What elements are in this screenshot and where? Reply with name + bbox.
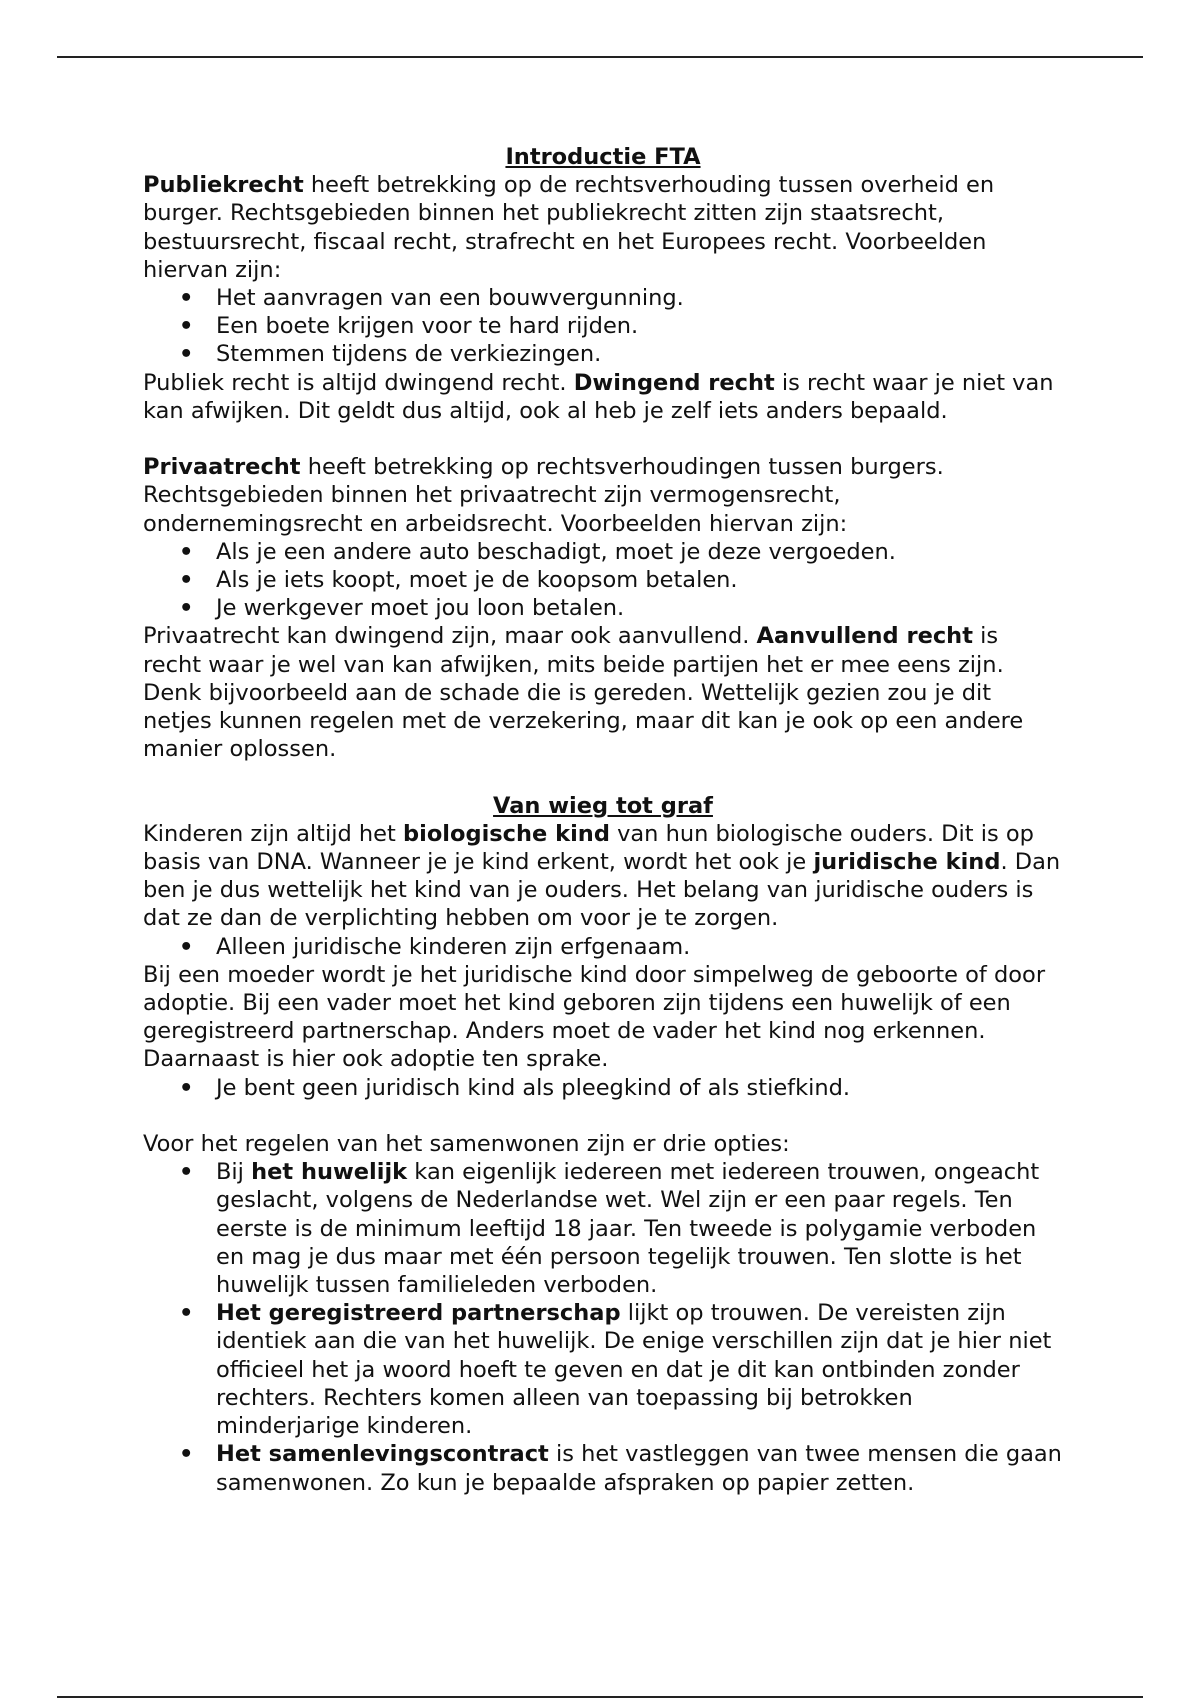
paragraph-privaatrecht — [143, 453, 1063, 538]
paragraph-aanvullend-recht — [143, 622, 1063, 763]
list-item: • Je bent geen juridisch kind als pleegkind of als stiefkind. — [143, 1074, 1063, 1102]
paragraph-biologisch-juridisch — [143, 820, 1063, 933]
paragraph-juridisch-kind-worden: Bij een moeder wordt je het juridische kind door simpelweg de geboorte of door adoptie. Bij een vader moet het kind geboren zijn tijdens een huwelijk of een geregistreerd partnerschap. Anders moet de vader het kind nog erkennen. Daarnaast is hier ook adoptie ten sprake. — [143, 961, 1046, 1073]
paragraph-text: Kinderen zijn altijd het — [143, 820, 404, 847]
paragraph-text: Bij — [216, 1159, 252, 1186]
list-item: • Alleen juridische kinderen zijn erfgenaam. — [143, 933, 1063, 961]
header-rule — [57, 56, 1143, 58]
list-item: • Een boete krijgen voor te hard rijden. — [143, 312, 1063, 340]
paragraph-dwingend-recht — [143, 369, 1063, 425]
term-biologische-kind: biologische kind — [403, 820, 610, 847]
paragraph-text: kan eigenlijk iedereen met iedereen trouwen, ongeacht geslacht, volgens de Nederlandse wet. Wel zijn er een paar regels. Ten eerste is de minimum leeftijd 18 jaar. Ten tweede is polygamie verboden en mag je dus maar met één persoon tegelijk trouwen. Ten slotte is het huwelijk tussen familieleden verboden. — [216, 1159, 1040, 1299]
paragraph-text: is recht waar je wel van kan afwijken, mits beide partijen het er mee eens zijn. Denk bijvoorbeeld aan de schade die is gereden. Wettelijk gezien zou je dit netjes kunnen regelen met de verzekering, maar dit kan je ook op een andere manier oplossen. — [143, 623, 1024, 763]
term-privaatrecht: Privaatrecht — [143, 454, 301, 481]
term-aanvullend-recht: Aanvullend recht — [756, 623, 973, 650]
bullet-list-privaatrecht — [143, 538, 1063, 623]
blank-line — [143, 763, 1063, 791]
list-item — [143, 1440, 1063, 1496]
blank-line — [143, 1102, 1063, 1130]
paragraph-text: is het vastleggen van twee mensen die gaan samenwonen. Zo kun je bepaalde afspraken op papier zetten. — [216, 1441, 1062, 1496]
term-geregistreerd-partnerschap: Het geregistreerd partnerschap — [216, 1300, 621, 1327]
footer-rule — [57, 1696, 1143, 1698]
paragraph-samenwonen-opties: Voor het regelen van het samenwonen zijn er drie opties: — [143, 1131, 790, 1158]
bullet-list-pleegkind — [143, 1074, 1063, 1102]
term-publiekrecht: Publiekrecht — [143, 172, 304, 199]
bullet-list-erfgenaam — [143, 933, 1063, 961]
section-heading-van-wieg-tot-graf: Van wieg tot graf — [493, 792, 713, 819]
paragraph-text: heeft betrekking op de rechtsverhouding tussen overheid en burger. Rechtsgebieden binnen het publiekrecht zitten zijn staatsrecht, bestuursrecht, fiscaal recht, strafrecht en het Europees recht. Voorbeelden hiervan zijn: — [143, 172, 995, 283]
list-item: • Het aanvragen van een bouwvergunning. — [143, 284, 1063, 312]
term-dwingend-recht: Dwingend recht — [573, 369, 775, 396]
list-item — [143, 1158, 1063, 1299]
paragraph-publiekrecht — [143, 171, 1063, 284]
list-item: • Als je een andere auto beschadigt, moet je deze vergoeden. — [143, 538, 1063, 566]
section-heading-introductie: Introductie FTA — [505, 144, 701, 170]
term-het-huwelijk: het huwelijk — [251, 1159, 408, 1186]
bullet-list-samenwonen — [143, 1158, 1063, 1496]
list-item: • Stemmen tijdens de verkiezingen. — [143, 340, 1063, 368]
list-item: • Als je iets koopt, moet je de koopsom betalen. — [143, 566, 1063, 594]
paragraph-text: van hun biologische ouders. Dit is op basis van DNA. Wanneer je je kind erkent, wordt het ook je — [143, 820, 1034, 876]
paragraph-text: Publiek recht is altijd dwingend recht. — [143, 369, 574, 396]
paragraph-text: lijkt op trouwen. De vereisten zijn identiek aan die van het huwelijk. De enige verschillen zijn dat je hier niet officieel het ja woord hoeft te geven en dat je dit kan ontbinden zonder rechters. Rechters komen alleen van toepassing bij betrokken minderjarige kinderen. — [216, 1300, 1052, 1440]
paragraph-text: . Dan ben je dus wettelijk het kind van je ouders. Het belang van juridische ouders is dat ze dan de verplichting hebben om voor je te zorgen. — [143, 849, 1061, 932]
paragraph-text: Privaatrecht kan dwingend zijn, maar ook aanvullend. — [143, 623, 757, 650]
term-samenlevingscontract: Het samenlevingscontract — [216, 1441, 549, 1468]
list-item — [143, 1299, 1063, 1440]
blank-line — [143, 425, 1063, 453]
bullet-list-publiekrecht — [143, 284, 1063, 369]
list-item: • Je werkgever moet jou loon betalen. — [143, 594, 1063, 622]
document-body — [143, 143, 1063, 1497]
paragraph-text: is recht waar je niet van kan afwijken. Dit geldt dus altijd, ook al heb je zelf iets anders bepaald. — [143, 369, 1054, 424]
paragraph-text: heeft betrekking op rechtsverhoudingen tussen burgers. Rechtsgebieden binnen het privaatrecht zijn vermogensrecht, ondernemingsrecht en arbeidsrecht. Voorbeelden hiervan zijn: — [143, 454, 944, 537]
term-juridische-kind: juridische kind — [813, 849, 1001, 876]
